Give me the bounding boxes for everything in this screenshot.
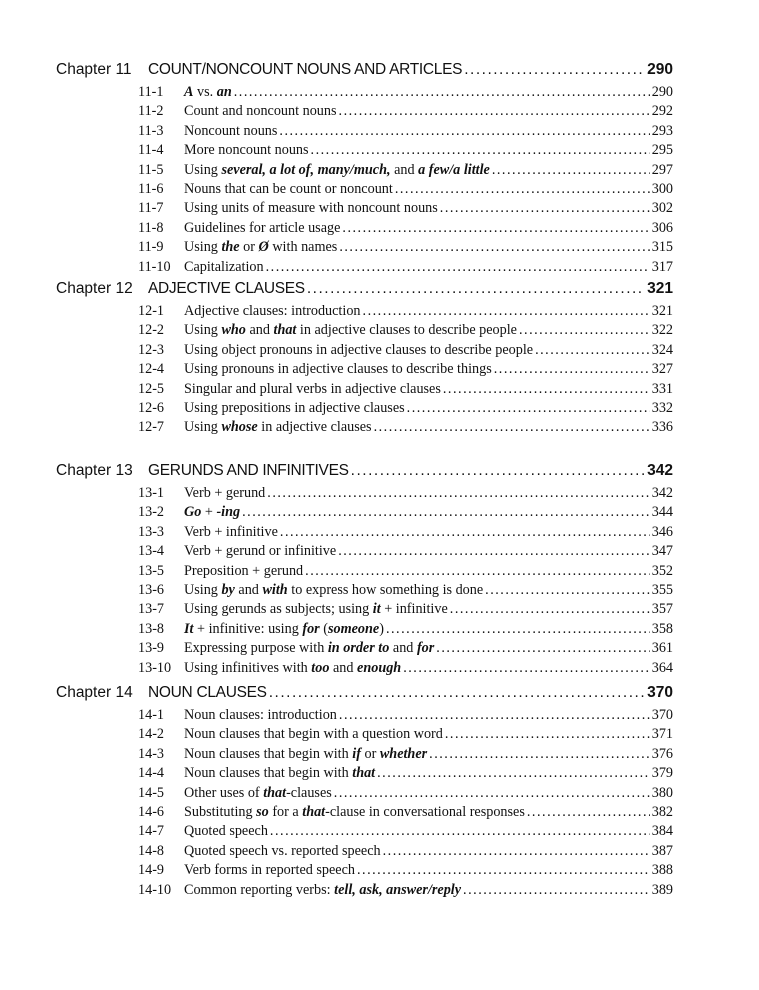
section-title: Using pronouns in adjective clauses to describe things — [184, 361, 492, 378]
section-number: 14-9 — [138, 862, 165, 879]
chapter-title: GERUNDS AND INFINITIVES — [148, 462, 349, 479]
dot-leader — [436, 640, 649, 657]
dot-leader — [386, 621, 650, 638]
section-page-number: 371 — [651, 726, 673, 743]
section-page-number: 355 — [651, 581, 673, 598]
section-page-number: 384 — [651, 823, 673, 840]
section-number: 12-5 — [138, 380, 165, 397]
section-page-number: 387 — [651, 842, 673, 859]
section-number: 12-6 — [138, 399, 165, 416]
dot-leader — [269, 684, 645, 702]
section-number: 13-5 — [138, 562, 165, 579]
section-number: 13-4 — [138, 543, 165, 560]
dot-leader — [440, 200, 650, 217]
section-list — [138, 303, 673, 439]
section-number: 13-1 — [138, 485, 165, 501]
chapter-label: Chapter 11 — [56, 61, 132, 78]
chapter-page-number: 321 — [647, 280, 673, 297]
toc-entry — [138, 103, 673, 122]
section-list — [138, 84, 673, 278]
section-title: Noun clauses that begin with a question word — [184, 726, 443, 743]
dot-leader — [395, 181, 650, 198]
dot-leader — [334, 785, 650, 802]
dot-leader — [338, 543, 650, 560]
section-page-number: 358 — [651, 620, 673, 637]
dot-leader — [280, 524, 650, 541]
section-title: Using whose in adjective clauses — [184, 419, 372, 436]
section-number: 11-3 — [138, 122, 164, 139]
section-number: 11-10 — [138, 258, 171, 275]
toc-entry — [138, 563, 673, 582]
toc-entry — [138, 765, 673, 784]
section-number: 11-8 — [138, 219, 164, 236]
chapter-page-number: 290 — [647, 61, 673, 78]
section-title: Quoted speech — [184, 823, 268, 840]
toc-entry — [138, 381, 673, 400]
dot-leader — [443, 381, 650, 398]
section-page-number: 344 — [651, 504, 673, 521]
toc-entry — [138, 220, 673, 239]
section-page-number: 347 — [651, 543, 673, 560]
section-number: 11-6 — [138, 180, 164, 197]
dot-leader — [464, 61, 645, 79]
section-title: Singular and plural verbs in adjective clauses — [184, 380, 441, 397]
toc-entry — [138, 862, 673, 881]
chapter-label: Chapter 12 — [56, 280, 133, 297]
section-title: Using infinitives with too and enough — [184, 659, 402, 676]
dot-leader — [429, 746, 650, 763]
section-number: 12-2 — [138, 322, 165, 339]
dot-leader — [266, 259, 650, 276]
dot-leader — [403, 660, 650, 677]
toc-entry — [138, 84, 673, 103]
section-page-number: 376 — [651, 745, 673, 762]
section-number: 14-3 — [138, 745, 165, 762]
dot-leader — [363, 303, 650, 320]
section-number: 11-4 — [138, 142, 164, 159]
toc-entry — [138, 621, 673, 640]
dot-leader — [339, 239, 649, 256]
toc-entry — [138, 322, 673, 341]
chapter-label: Chapter 14 — [56, 684, 133, 701]
dot-leader — [305, 563, 650, 580]
section-title: More noncount nouns — [184, 142, 309, 159]
section-title: It + infinitive: using for (someone) — [184, 620, 384, 637]
section-number: 12-4 — [138, 361, 165, 378]
toc-entry — [138, 660, 673, 679]
toc-entry — [138, 804, 673, 823]
section-title: Capitalization — [184, 258, 264, 275]
section-number: 11-5 — [138, 161, 164, 178]
dot-leader — [492, 162, 650, 179]
section-number: 11-2 — [138, 103, 164, 120]
section-title: Verb + gerund or infinitive — [184, 543, 337, 560]
section-number: 14-1 — [138, 707, 165, 723]
chapter-title: ADJECTIVE CLAUSES — [148, 280, 305, 297]
dot-leader — [339, 103, 650, 120]
toc-entry — [138, 485, 673, 504]
dot-leader — [527, 804, 650, 821]
dot-leader — [307, 280, 645, 298]
dot-leader — [279, 123, 649, 140]
section-page-number: 295 — [651, 142, 673, 159]
section-title: Go + -ing — [184, 504, 241, 521]
section-number: 12-1 — [138, 303, 165, 319]
section-title: Using units of measure with noncount nouns — [184, 200, 438, 217]
section-page-number: 370 — [651, 707, 673, 723]
toc-entry — [138, 726, 673, 745]
section-list — [138, 707, 673, 901]
chapter-title: NOUN CLAUSES — [148, 684, 267, 701]
section-number: 11-9 — [138, 239, 164, 256]
section-list — [138, 485, 673, 679]
section-page-number: 297 — [651, 161, 673, 178]
dot-leader — [234, 84, 650, 101]
toc-entry — [138, 400, 673, 419]
section-page-number: 388 — [651, 862, 673, 879]
section-number: 14-8 — [138, 842, 165, 859]
section-page-number: 382 — [651, 803, 673, 820]
chapter-title-row — [148, 684, 673, 702]
dot-leader — [270, 823, 650, 840]
toc-entry — [138, 707, 673, 726]
section-title: A vs. an — [184, 84, 232, 100]
section-number: 13-10 — [138, 659, 172, 676]
section-number: 14-5 — [138, 784, 165, 801]
section-page-number: 389 — [651, 881, 673, 898]
section-title: Using prepositions in adjective clauses — [184, 399, 405, 416]
toc-entry — [138, 303, 673, 322]
section-title: Adjective clauses: introduction — [184, 303, 361, 319]
section-page-number: 357 — [651, 601, 673, 618]
dot-leader — [342, 220, 649, 237]
dot-leader — [519, 322, 650, 339]
section-title: Quoted speech vs. reported speech — [184, 842, 381, 859]
section-page-number: 352 — [651, 562, 673, 579]
section-page-number: 317 — [651, 258, 673, 275]
section-number: 11-7 — [138, 200, 164, 217]
section-page-number: 292 — [651, 103, 673, 120]
section-page-number: 342 — [651, 485, 673, 501]
dot-leader — [267, 485, 649, 502]
dot-leader — [485, 582, 650, 599]
section-number: 14-7 — [138, 823, 165, 840]
section-number: 11-1 — [138, 84, 164, 100]
toc-entry — [138, 640, 673, 659]
section-title: Using several, a lot of, many/much, and a few/a little — [184, 161, 490, 178]
toc-entry — [138, 582, 673, 601]
section-number: 14-2 — [138, 726, 165, 743]
section-page-number: 322 — [651, 322, 673, 339]
toc-entry — [138, 181, 673, 200]
section-number: 12-3 — [138, 341, 165, 358]
dot-leader — [494, 361, 650, 378]
toc-entry — [138, 239, 673, 258]
chapter-title-row — [148, 462, 673, 480]
toc-entry — [138, 823, 673, 842]
section-page-number: 293 — [651, 122, 673, 139]
section-page-number: 361 — [651, 640, 673, 657]
section-title: Using the or Ø with names — [184, 239, 338, 256]
section-title: Substituting so for a that-clause in conversational responses — [184, 803, 525, 820]
dot-leader — [450, 601, 650, 618]
section-page-number: 290 — [651, 84, 673, 100]
section-page-number: 379 — [651, 765, 673, 782]
section-number: 13-8 — [138, 620, 165, 637]
section-title: Verb + gerund — [184, 485, 266, 501]
section-page-number: 302 — [651, 200, 673, 217]
section-number: 13-7 — [138, 601, 165, 618]
section-title: Nouns that can be count or noncount — [184, 180, 393, 197]
toc-entry — [138, 200, 673, 219]
toc-entry — [138, 342, 673, 361]
section-page-number: 315 — [651, 239, 673, 256]
section-title: Count and noncount nouns — [184, 103, 337, 120]
toc-entry — [138, 543, 673, 562]
section-number: 13-6 — [138, 581, 165, 598]
dot-leader — [377, 765, 650, 782]
section-page-number: 331 — [651, 380, 673, 397]
section-title: Using gerunds as subjects; using it + infinitive — [184, 601, 448, 618]
toc-entry — [138, 361, 673, 380]
dot-leader — [351, 462, 645, 480]
section-page-number: 300 — [651, 180, 673, 197]
section-number: 14-10 — [138, 881, 172, 898]
section-page-number: 364 — [651, 659, 673, 676]
toc-entry — [138, 123, 673, 142]
section-title: Guidelines for article usage — [184, 219, 341, 236]
section-page-number: 327 — [651, 361, 673, 378]
section-title: Verb + infinitive — [184, 523, 278, 540]
section-title: Preposition + gerund — [184, 562, 304, 579]
dot-leader — [445, 726, 650, 743]
section-number: 14-6 — [138, 803, 165, 820]
section-number: 13-9 — [138, 640, 165, 657]
section-page-number: 346 — [651, 523, 673, 540]
toc-entry — [138, 504, 673, 523]
toc-entry — [138, 601, 673, 620]
section-page-number: 336 — [651, 419, 673, 436]
toc-entry — [138, 162, 673, 181]
dot-leader — [463, 882, 650, 899]
dot-leader — [383, 843, 650, 860]
section-page-number: 324 — [651, 341, 673, 358]
section-page-number: 321 — [651, 303, 673, 319]
chapter-title-row — [148, 280, 673, 298]
chapter-title: COUNT/NONCOUNT NOUNS AND ARTICLES — [148, 61, 463, 78]
section-number: 12-7 — [138, 419, 165, 436]
toc-entry — [138, 259, 673, 278]
dot-leader — [374, 419, 650, 436]
chapter-label: Chapter 13 — [56, 462, 133, 479]
dot-leader — [339, 707, 650, 724]
dot-leader — [311, 142, 650, 159]
dot-leader — [407, 400, 650, 417]
section-title: Noun clauses that begin with that — [184, 765, 376, 782]
toc-entry — [138, 843, 673, 862]
section-number: 13-3 — [138, 523, 165, 540]
toc-entry — [138, 882, 673, 901]
section-number: 13-2 — [138, 504, 165, 521]
toc-entry — [138, 419, 673, 438]
section-page-number: 306 — [651, 219, 673, 236]
toc-entry — [138, 785, 673, 804]
section-title: Verb forms in reported speech — [184, 862, 355, 879]
dot-leader — [357, 862, 650, 879]
section-page-number: 380 — [651, 784, 673, 801]
chapter-page-number: 370 — [647, 684, 673, 701]
dot-leader — [535, 342, 650, 359]
section-title: Expressing purpose with in order to and for — [184, 640, 435, 657]
section-title: Noun clauses: introduction — [184, 707, 337, 723]
section-title: Common reporting verbs: tell, ask, answer/reply — [184, 881, 462, 898]
chapter-title-row — [148, 61, 673, 79]
section-title: Using who and that in adjective clauses to describe people — [184, 322, 517, 339]
dot-leader — [242, 504, 650, 521]
section-title: Using object pronouns in adjective clauses to describe people — [184, 341, 534, 358]
section-title: Noun clauses that begin with if or whether — [184, 745, 428, 762]
toc-entry — [138, 142, 673, 161]
toc-entry — [138, 524, 673, 543]
section-page-number: 332 — [651, 399, 673, 416]
toc-entry — [138, 746, 673, 765]
chapter-page-number: 342 — [647, 462, 673, 479]
section-title: Using by and with to express how something is done — [184, 581, 484, 598]
section-title: Other uses of that-clauses — [184, 784, 332, 801]
section-title: Noncount nouns — [184, 122, 278, 139]
section-number: 14-4 — [138, 765, 165, 782]
